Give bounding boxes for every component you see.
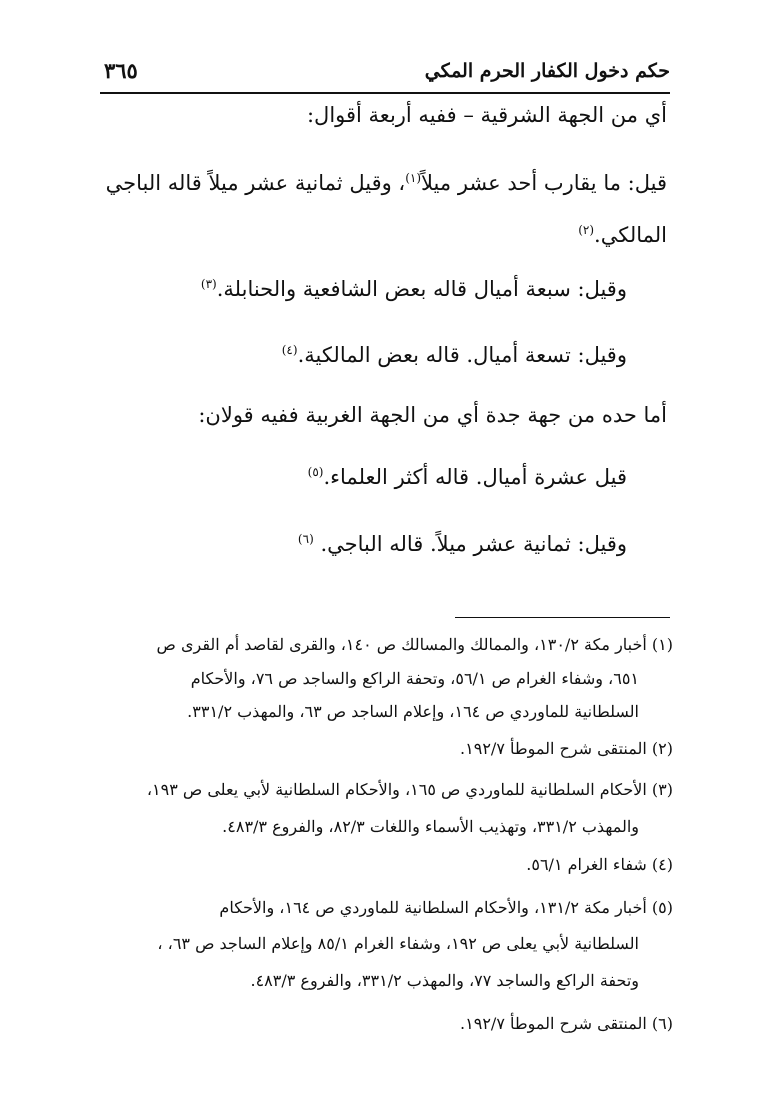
footnote-line: (٦) المنتقى شرح الموطأ ١٩٢/٧.	[460, 1014, 673, 1033]
footnote-divider	[455, 617, 670, 618]
body-line-1	[307, 100, 667, 130]
footnote-ref-3[interactable]: (٣)	[200, 277, 217, 291]
body-line-7	[308, 457, 627, 492]
footnote-line: والمهذب ٣٣١/٢، وتهذيب الأسماء واللغات ٨٢/٣، والفروع ٤٨٣/٣.	[222, 817, 639, 836]
footnote-ref-5[interactable]: (٥)	[307, 465, 324, 479]
body-text: قيل: ما يقارب أحد عشر ميلاً	[421, 171, 667, 195]
body-text: وقيل: تسعة أميال. قاله بعض المالكية.	[297, 343, 627, 367]
running-header	[100, 58, 670, 94]
footnote-ref-1[interactable]: (١)	[405, 171, 422, 185]
footnote-line: وتحفة الراكع والساجد ٧٧، والمهذب ٣٣١/٢، والفروع ٤٨٣/٣.	[250, 971, 639, 990]
body-text: قيل عشرة أميال. قاله أكثر العلماء.	[323, 465, 627, 489]
body-text: وقيل: سبعة أميال قاله بعض الشافعية والحنابلة.	[216, 277, 627, 301]
footnote-line: (٤) شفاء الغرام ٥٦/١.	[526, 855, 673, 874]
footnote-ref-4[interactable]: (٤)	[281, 343, 298, 357]
footnote-line: السلطانية لأبي يعلى ص ١٩٢، وشفاء الغرام ٨٥/١ وإعلام الساجد ص ٦٣، ،	[157, 934, 639, 953]
body-text: أما حده من جهة جدة أي من الجهة الغربية ففيه قولان:	[198, 403, 667, 427]
footnote-line: (١) أخبار مكة ١٣٠/٢، والممالك والمسالك ص ١٤٠، والقرى لقاصد أم القرى ص	[156, 635, 673, 654]
body-text: المالكي.	[594, 223, 667, 247]
body-text: أي من الجهة الشرقية – ففيه أربعة أقوال:	[306, 103, 667, 127]
footnote-line: السلطانية للماوردي ص ١٦٤، وإعلام الساجد ص ٦٣، والمهذب ٣٣١/٢.	[187, 702, 639, 721]
body-line-3	[578, 215, 667, 250]
body-line-8	[298, 524, 627, 559]
footnote-line: (٢) المنتقى شرح الموطأ ١٩٢/٧.	[460, 739, 673, 758]
header-title: حكم دخول الكفار الحرم المكي	[424, 60, 670, 82]
body-line-4	[201, 269, 627, 304]
footnote-line: (٣) الأحكام السلطانية للماوردي ص ١٦٥، والأحكام السلطانية لأبي يعلى ص ١٩٣،	[146, 780, 673, 799]
body-text: وقيل: ثمانية عشر ميلاً. قاله الباجي.	[320, 532, 627, 556]
page-number: ٣٦٥	[104, 58, 138, 83]
footnote-line: ٦٥١، وشفاء الغرام ص ٥٦/١، وتحفة الراكع والساجد ص ٧٦، والأحكام	[190, 669, 639, 688]
body-line-2	[106, 163, 667, 198]
footnote-line: (٥) أخبار مكة ١٣١/٢، والأحكام السلطانية للماوردي ص ١٦٤، والأحكام	[219, 898, 673, 917]
body-line-6	[198, 400, 667, 430]
body-line-5	[282, 335, 627, 370]
footnote-ref-2[interactable]: (٢)	[578, 223, 595, 237]
body-text: ، وقيل ثمانية عشر ميلاً قاله الباجي	[105, 171, 406, 195]
footnote-ref-6[interactable]: (٦)	[297, 532, 314, 546]
